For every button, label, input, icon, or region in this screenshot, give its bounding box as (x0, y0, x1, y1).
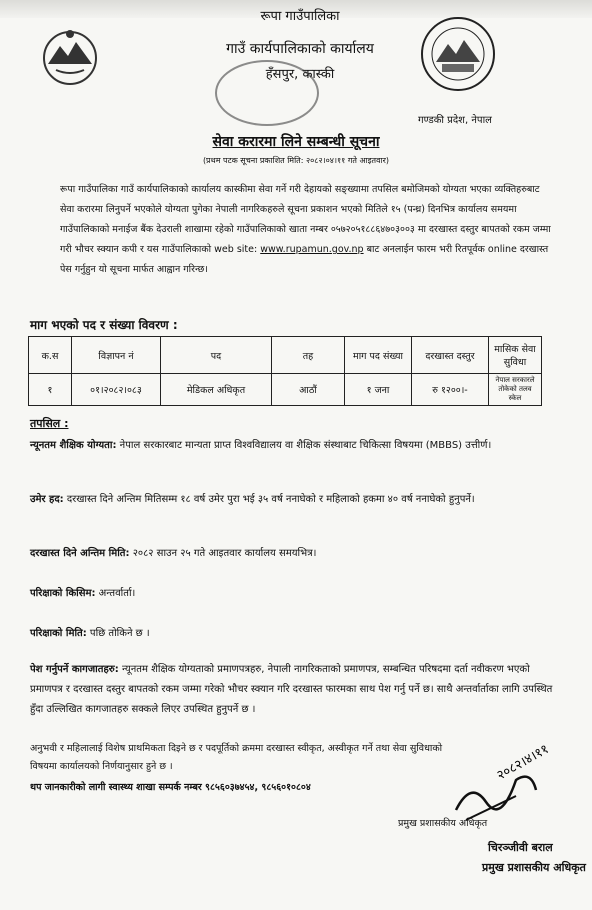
exam-type-text: अन्तर्वार्ता। (98, 588, 136, 599)
column-header: पद (161, 337, 272, 374)
documents-label: पेश गर्नुपर्ने कागजातहरु: (30, 664, 119, 675)
table-cell: ०१।२०८२।०८३ (72, 374, 161, 406)
table-header-row (29, 337, 542, 374)
nepal-emblem-icon (38, 24, 102, 88)
table-cell: रु १२००।- (412, 374, 489, 406)
table-cell: नेपाल सरकारले तोकेको तलव स्केल (489, 374, 542, 406)
municipality-name: रूपा गाउँपालिका (260, 9, 340, 24)
office-name: गाउँ कार्यपालिकाको कार्यालय (226, 41, 374, 57)
signatory-role: प्रमुख प्रशासकीय अधिकृत (482, 861, 586, 874)
table-cell: १ (29, 374, 72, 406)
documents-text: न्यूनतम शैक्षिक योग्यताको प्रमाणपत्रहरु, नेपाली नागरिकताको प्रमाणपत्र, सम्बन्धित परिषदमा दर्ता नवीकरण भएको प्रमाणपत्र र दरखास्त दस्तुर बापतको रकम जम्मा गरेको भौचर स्क्यान गरि दरखास्त फारमका साथ पेश गर्नु पर्ने छ। साथै अन्तर्वार्ताका लागि उपस्थित हुँदा उल्लिखित कागजातहरु सक्कले लिएर उपस्थित हुनुपर्ने छ । (30, 664, 553, 715)
exam-date-item (30, 624, 560, 644)
exam-type-label: परिक्षाको किसिम: (30, 588, 96, 599)
signature-mark (436, 740, 586, 850)
qualification-label: न्यूनतम शैक्षिक योग्यता: (30, 440, 117, 451)
notice-body-end: बाट अनलाईन फारम भरी रितपूर्वक online दरखास्त पेस गर्नुहुन यो सूचना मार्फत आह्वान गरिन्छ। (60, 244, 549, 275)
deadline-label: दरखास्त दिने अन्तिम मिति: (30, 548, 130, 559)
exam-date-text: पछि तोकिने छ । (89, 628, 150, 639)
posts-section-title: माग भएको पद र संख्या विवरण : (30, 318, 178, 332)
column-header: तह (272, 337, 345, 374)
exam-type-item (30, 584, 560, 604)
column-header: दरखास्त दस्तुर (412, 337, 489, 374)
notice-body-text: रूपा गाउँपालिका गाउँ कार्यपालिकाको कार्यालय कास्कीमा सेवा गर्ने गरी देहायको सङ्ख्यामा तपसिल बमोजिमको योग्यता भएका व्यक्तिहरुबाट सेवा करारमा लिनुपर्ने भएकोले योग्यता पुगेका नेपाली नागरिकहरुले सूचना प्रकाशन भएको मितिले १५ (पन्ध्र) दिनभित्र कार्यालय समयमा गाउँपालिकाको मनाईज बैंक देउराली शाखामा रहेको गाउँपालिकाको खाता नम्बर ०५७२०५१८८६४७०३००३ मा दरखास्त दस्तुर बापतको रकम जम्मा गरी भौचर स्क्यान कपी र यस गाउँपालिकाको web site: (60, 184, 551, 255)
priority-note: अनुभवी र महिलालाई विशेष प्राथमिकता दिइने छ र पदपूर्तिको क्रममा दरखास्त स्वीकृत, अस्वीकृत गर्ने तथा सेवा सुविधाको विषयमा कार्यालयको निर्णयानुसार हुने छ । (30, 743, 443, 772)
province-label: गण्डकी प्रदेश, नेपाल (418, 115, 492, 126)
exam-date-label: परिक्षाको मिति: (30, 628, 87, 639)
office-stamp (215, 60, 319, 126)
table-cell: आठौं (272, 374, 345, 406)
column-header: विज्ञापन नं (72, 337, 161, 374)
qualification-item (30, 436, 560, 456)
column-header: मासिक सेवा सुविधा (489, 337, 542, 374)
notice-title: सेवा करारमा लिने सम्बन्धी सूचना (212, 134, 380, 150)
deadline-text: २०८२ साउन २५ गते आइतवार कार्यालय समयभित्र। (132, 548, 317, 559)
age-label: उमेर हद: (30, 494, 64, 505)
table-row (29, 374, 542, 406)
documents-item (30, 660, 560, 720)
signature-date: २०८२।४।११ (494, 741, 552, 784)
notice-body (60, 180, 552, 280)
table-cell: मेडिकल अधिकृत (161, 374, 272, 406)
age-text: दरखास्त दिने अन्तिम मितिसम्म १८ वर्ष उमेर पुरा भई ३५ वर्ष ननाघेको र महिलाको हकमा ४० वर्ष ननाघेको हुनुपर्ने। (66, 494, 475, 505)
column-header: माग पद संख्या (345, 337, 412, 374)
office-location: हँसपुर, कास्की (265, 67, 335, 82)
website-link[interactable]: www.rupamun.gov.np (260, 244, 364, 255)
deadline-item (30, 544, 560, 564)
details-heading: तपसिल : (30, 417, 69, 430)
signatory-office: प्रमुख प्रशासकीय अधिकृत (398, 818, 488, 829)
signatory-name: चिरञ्जीवी बराल (488, 841, 553, 854)
column-header: क.स (29, 337, 72, 374)
table-cell: १ जना (345, 374, 412, 406)
contact-info: थप जानकारीको लागी स्वास्थ्य शाखा सम्पर्क नम्बर ९८५६०३७४५४, ९८५६०१०८०४ (30, 782, 311, 793)
age-item (30, 490, 560, 510)
notice-subtitle: (प्रथम पटक सूचना प्रकाशित मिति: २०८२।०४।११ गते आइतवार) (202, 156, 390, 165)
qualification-text: नेपाल सरकारबाट मान्यता प्राप्त विश्वविद्यालय वा शैक्षिक संस्थाबाट चिकित्सा विषयमा (MBBS) उत्तीर्ण। (119, 440, 492, 451)
posts-table (28, 336, 542, 406)
